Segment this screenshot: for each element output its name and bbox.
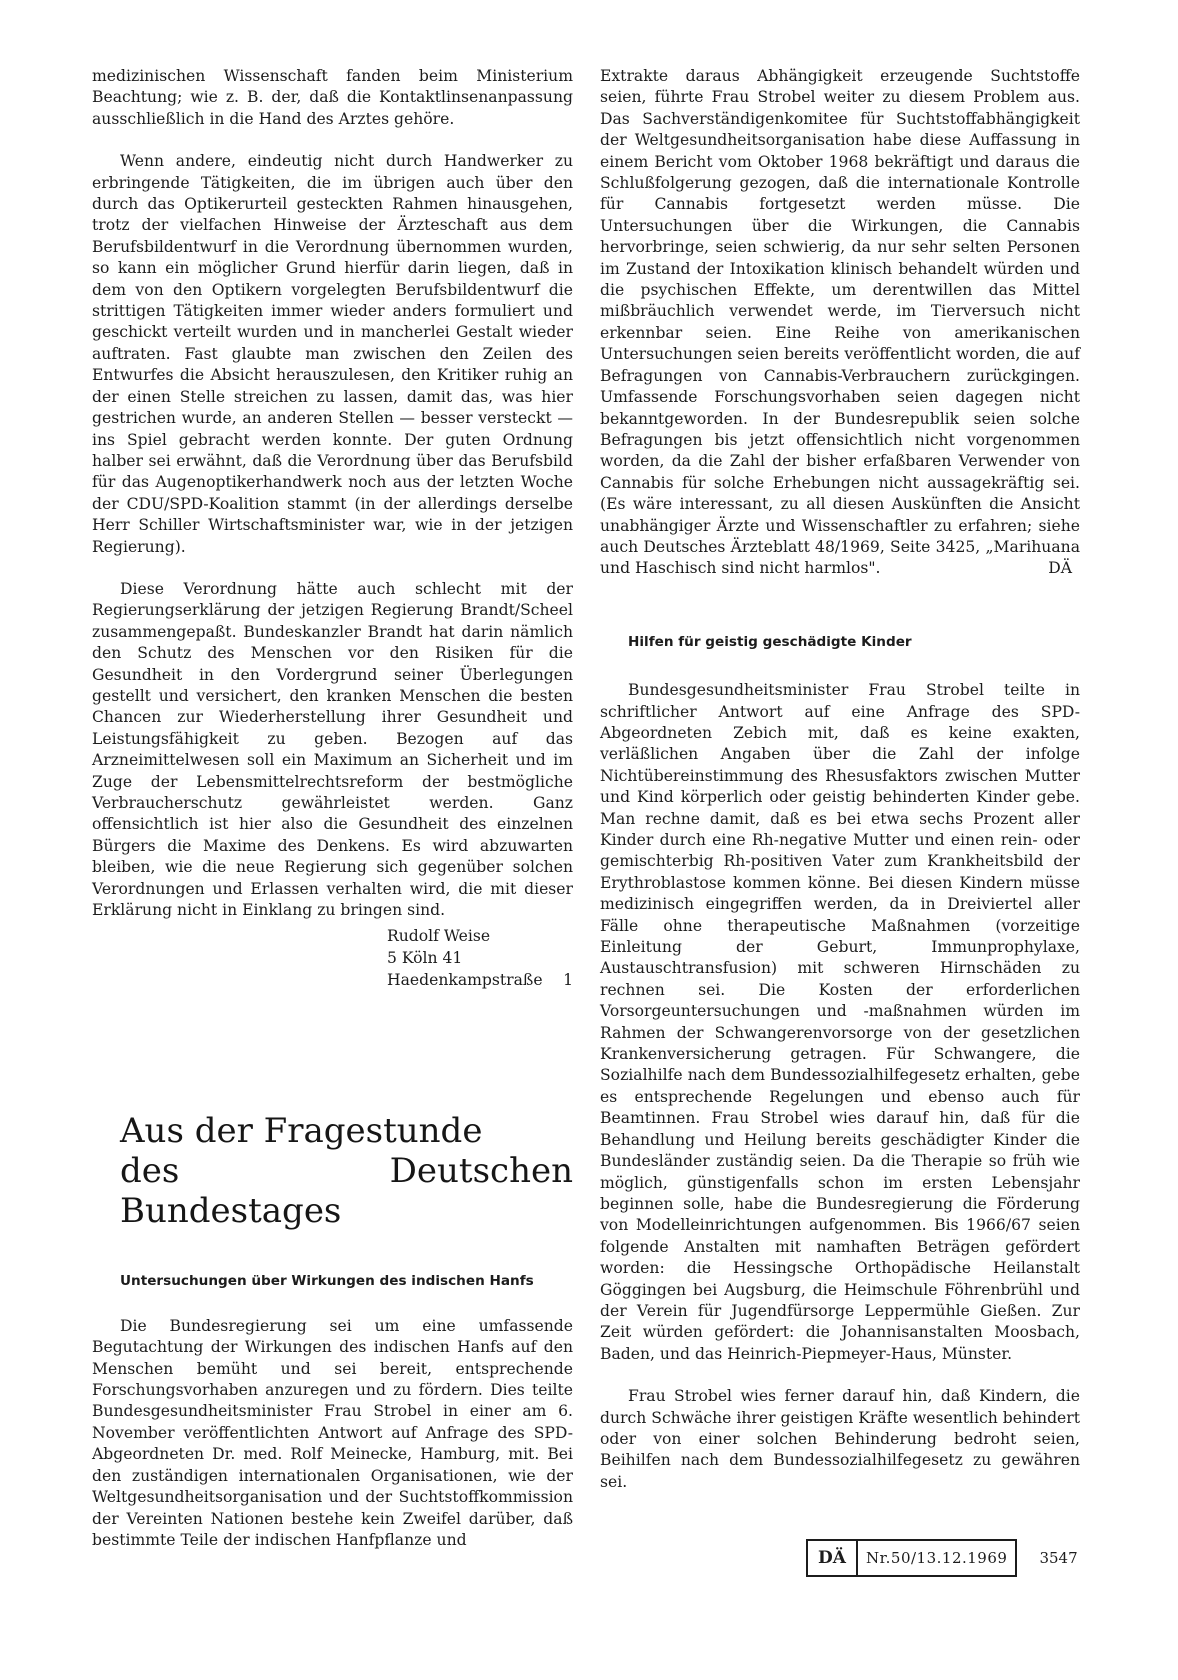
author-street: Haedenkampstraße	[387, 971, 543, 990]
da-source-mark: DÄ	[1048, 559, 1072, 578]
issue-label: Nr.50/13.12.1969	[866, 1549, 1008, 1567]
section-title-line-2: des Deutschen Bundestages	[120, 1151, 573, 1232]
author-city: 5 Köln 41	[387, 949, 463, 968]
paragraph: Frau Strobel wies ferner darauf hin, daß Kindern, die durch Schwäche ihrer geistigen Kräfte wesentlich behindert oder von einer solchen Behinderung bedroht seien, Beihilfen nach dem Bundessozialhilfegesetz zu gewähren sei.	[600, 1387, 1080, 1491]
page-number: 3547	[1039, 1549, 1078, 1567]
author-signature	[92, 925, 573, 991]
article-subheading: Hilfen für geistig geschädigte Kinder	[628, 633, 912, 650]
author-name: Rudolf Weise	[387, 927, 491, 946]
paragraph: Bundesgesundheitsminister Frau Strobel teilte in schriftlicher Antwort auf eine Anfrage des SPD-Abgeordneten Zebich mit, daß es keine exakten, verläßlichen Angaben über die Zahl der infolge Nichtübereinstimmung des Rhesusfaktors zwischen Mutter und Kind körperlich oder geistig behinderten Kinder gebe. Man rechne damit, daß es bei etwa sechs Prozent aller Kinder durch eine Rh-negative Mutter und einen rein- oder gemischterbig Rh-positiven Vater zum Krankheitsbild der Erythroblastose kommen könne. Bei diesen Kindern müsse medizinisch eingegriffen werden, da in Dreiviertel aller Fälle ohne therapeutische Maßnahmen (vorzeitige Einleitung der Geburt, Immunprophylaxe, Austauschtransfusion) mit schweren Hirnschäden zu rechnen sei. Die Kosten der erforderlichen Vorsorgeuntersuchungen und -maßnahmen würden im Rahmen der Schwangerenvorsorge von der gesetzlichen Krankenversicherung getragen. Für Schwangere, die Sozialhilfe nach dem Bundessozialhilfegesetz erhalten, gebe es entsprechende Regelungen und ebenso auch für Beamtinnen. Frau Strobel wies darauf hin, daß für die Behandlung und Heilung bereits geschädigter Kinder die Bundesländer zuständig seien. Da die Therapie so früh wie möglich, günstigenfalls schon im ersten Lebensjahr beginnen solle, habe die Bundesregierung die Förderung von Modelleinrichtungen aufgenommen. Bis 1966/67 seien folgende Anstalten mit namhaften Beträgen gefördert worden: die Hessingsche Orthopädische Heilanstalt Göggingen bei Augsburg, die Heimschule Föhrenbrühl und der Verein für Jugendfürsorge Leppermühle Gießen. Zur Zeit würden gefördert: die Johannisanstalten Moosbach, Baden, und das Heinrich-Piepmeyer-Haus, Münster.	[600, 681, 1080, 1363]
paragraph: Wenn andere, eindeutig nicht durch Handwerker zu erbringende Tätigkeiten, die im übrigen auch über den durch das Optikerurteil gesteckten Rahmen hinausgehen, trotz der vielfachen Hinweise der Ärzteschaft aus dem Berufsbildentwurf in die Verordnung übernommen wurden, so kann ein möglicher Grund hierfür darin liegen, daß in dem von den Optikern vorgelegten Berufsbildentwurf die strittigen Tätigkeiten immer wieder anders formuliert und geschickt verteilt wurden und in mancherlei Gestalt wieder auftraten. Fast glaubte man zwischen den Zeilen des Entwurfes die Absicht herauszulesen, den Kritiker ruhig an der einen Stelle streichen zu lassen, damit das, was hier gestrichen wurde, an anderen Stellen — besser versteckt — ins Spiel gebracht werden konnte. Der guten Ordnung halber sei erwähnt, daß die Verordnung über das Berufsbild für das Augenoptikerhandwerk noch aus der letzten Woche der CDU/SPD-Koalition stammt (in der allerdings derselbe Herr Schiller Wirtschaftsminister war, wie in der jetzigen Regierung).	[92, 152, 573, 556]
journal-logo: DÄ	[808, 1541, 858, 1575]
paragraph: medizinischen Wissenschaft fanden beim Ministerium Beachtung; wie z. B. der, daß die Kontaktlinsenanpassung ausschließlich in die Hand des Arztes gehöre.	[92, 67, 573, 128]
paragraph	[600, 66, 1080, 580]
right-column	[600, 66, 1080, 1493]
left-column	[92, 66, 573, 1551]
paragraph: Diese Verordnung hätte auch schlecht mit der Regierungserklärung der jetzigen Regierung Brandt/Scheel zusammengepaßt. Bundeskanzler Brandt hat darin nämlich den Schutz des Menschen vor den Risiken für die Gesundheit in den Vordergrund seiner Überlegungen gestellt und versichert, den kranken Menschen die besten Chancen zur Wiederherstellung ihrer Gesundheit und Leistungsfähigkeit zu geben. Bezogen auf das Arzneimittelwesen soll ein Maximum an Sicherheit und im Zuge der Lebensmittelrechtsreform der bestmögliche Verbraucherschutz gewährleistet werden. Ganz offensichtlich ist hier also die Gesundheit des einzelnen Bürgers die Maxime des Denkens. Es wird abzuwarten bleiben, wie die neue Regierung sich gegenüber solchen Verordnungen und Erlassen verhalten wird, die mit dieser Erklärung nicht in Einklang zu bringen sind.	[92, 579, 573, 920]
article-subheading: Untersuchungen über Wirkungen des indischen Hanfs	[120, 1273, 534, 1290]
paragraph: Die Bundesregierung sei um eine umfassende Begutachtung der Wirkungen des indischen Hanfs auf den Menschen bemüht und sei bereit, entsprechende Forschungsvorhaben anzuregen und zu fördern. Dies teilte Bundesgesundheitsminister Frau Strobel in einer am 6. November veröffentlichten Antwort auf Anfrage des SPD-Abgeordneten Dr. med. Rolf Meinecke, Hamburg, mit. Bei den zuständigen internationalen Organisationen, wie der Weltgesundheitsorganisation und der Suchtstoffkommission der Vereinten Nationen bestehe kein Zweifel darüber, daß bestimmte Teile der indischen Hanfpflanze und	[92, 1316, 573, 1549]
author-house-number: 1	[563, 971, 573, 990]
page-footer	[806, 1540, 1078, 1576]
author-address	[387, 969, 573, 991]
paragraph-text: Extrakte daraus Abhängigkeit erzeugende Suchtstoffe seien, führte Frau Strobel weiter zu diesem Problem aus. Das Sachverständigenkomitee für Suchtstoffabhängigkeit der Weltgesundheitsorganisation habe diese Auffassung in einem Bericht vom Oktober 1968 bekräftigt und daraus die Schlußfolgerung gezogen, daß die internationale Kontrolle für Cannabis fortgesetzt werden müsse. Die Untersuchungen über die Wirkungen, die Cannabis hervorbringe, seien schwierig, da nur sehr selten Personen im Zustand der Intoxikation klinisch behandelt würden und die psychischen Effekte, um derentwillen das Mittel mißbräuchlich verwendet werde, im Tierversuch nicht erkennbar seien. Eine Reihe von amerikanischen Untersuchungen seien bereits veröffentlicht worden, die auf Befragungen von Cannabis-Verbrauchern zurückgingen. Umfassende Forschungsvorhaben seien dagegen nicht bekanntgeworden. In der Bundesrepublik seien solche Befragungen bis jetzt offensichtlich nicht vorgenommen worden, da die Zahl der bisher erfaßbaren Verwender von Cannabis für solche Erhebungen nicht aussagekräftig sei. (Es wäre interessant, zu all diesen Auskünften die Ansicht unabhängiger Ärzte und Wissenschaftler zu erfahren; siehe auch Deutsches Ärzteblatt 48/1969, Seite 3425, „Marihuana und Haschisch sind nicht harmlos".	[600, 67, 1080, 578]
issue-box	[806, 1539, 1017, 1577]
section-title	[120, 1111, 573, 1231]
section-title-line-1: Aus der Fragestunde	[120, 1111, 483, 1152]
